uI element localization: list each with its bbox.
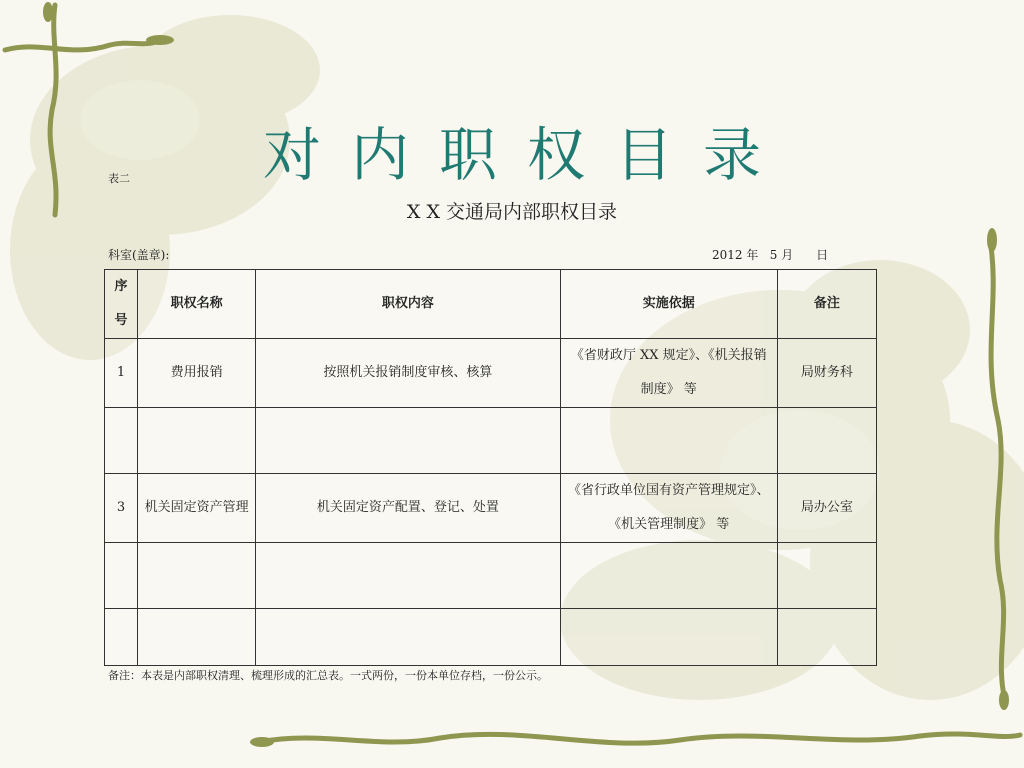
table-row — [105, 474, 877, 543]
cell-content — [256, 609, 560, 666]
department-label: 科室(盖章): — [108, 248, 170, 262]
table-row — [105, 408, 877, 474]
cell-no — [105, 408, 138, 474]
header-no: 序号 — [105, 270, 138, 339]
cell-content: 机关固定资产配置、登记、处置 — [256, 474, 560, 543]
cell-no — [105, 543, 138, 609]
cell-remark — [777, 408, 876, 474]
authority-table — [104, 269, 877, 666]
table-row — [105, 609, 877, 666]
cell-content — [256, 543, 560, 609]
header-basis: 实施依据 — [560, 270, 777, 339]
cell-name: 机关固定资产管理 — [138, 474, 256, 543]
cell-remark: 局办公室 — [777, 474, 876, 543]
footnote: 备注：本表是内部职权清理、梳理形成的汇总表。一式两份，一份本单位存档，一份公示。 — [108, 669, 548, 682]
table-subtitle: X X 交通局内部职权目录 — [406, 201, 618, 223]
cell-basis — [560, 543, 777, 609]
cell-content: 按照机关报销制度审核、核算 — [256, 339, 560, 408]
cell-remark — [777, 543, 876, 609]
table-row — [105, 339, 877, 408]
header-remark: 备注 — [777, 270, 876, 339]
cell-name — [138, 543, 256, 609]
page-title: 对内职权目录 — [262, 121, 791, 189]
cell-no: 3 — [105, 474, 138, 543]
cell-remark: 局财务科 — [777, 339, 876, 408]
header-name: 职权名称 — [138, 270, 256, 339]
cell-name — [138, 609, 256, 666]
cell-basis: 《省行政单位国有资产管理规定》、《机关管理制度》 等 — [560, 474, 777, 543]
cell-basis — [560, 408, 777, 474]
table-header-row — [105, 270, 877, 339]
cell-name — [138, 408, 256, 474]
cell-basis: 《省财政厅 XX 规定》、《机关报销制度》 等 — [560, 339, 777, 408]
table-number: 表二 — [108, 172, 130, 185]
cell-basis — [560, 609, 777, 666]
date-label: 2012 年 5 月 日 — [712, 248, 829, 262]
cell-content — [256, 408, 560, 474]
cell-name: 费用报销 — [138, 339, 256, 408]
table-row — [105, 543, 877, 609]
cell-no: 1 — [105, 339, 138, 408]
cell-no — [105, 609, 138, 666]
header-content: 职权内容 — [256, 270, 560, 339]
cell-remark — [777, 609, 876, 666]
